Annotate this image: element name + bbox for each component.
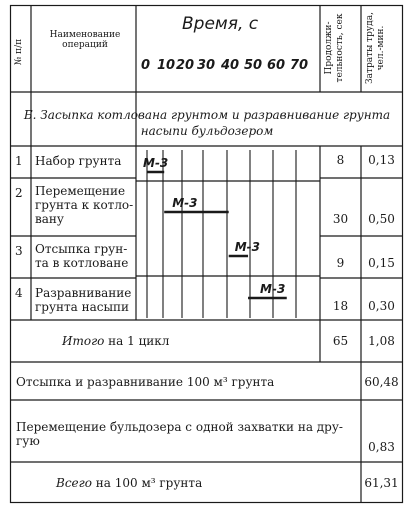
time-tick-label: 60 [267,58,286,73]
cycle-total-prefix: Итого [62,334,105,348]
gantt-bar-label: М-3 [234,240,260,254]
operation-number: 4 [15,286,23,300]
summary-total-prefix: Всего [56,476,92,490]
time-tick-label: 50 [244,58,263,73]
operation-duration: 9 [336,256,345,270]
cycle-total-duration: 65 [332,334,349,348]
gantt-bar-label: М-3 [260,282,286,296]
summary-total-suffix: на 100 м³ грунта [91,476,203,490]
operation-number: 1 [15,154,23,168]
summary-move-value: 0,83 [368,440,395,454]
summary-fill-value: 60,48 [364,375,399,389]
operation-name-line: Отсыпка грун- [35,242,128,256]
summary-fill-text: Отсыпка и разравнивание 100 м³ грунта [16,375,275,389]
operation-duration: 30 [332,212,349,226]
time-tick-label: 70 [290,58,309,73]
operation-name-line: грунта к котло- [35,198,134,212]
operation-duration: 18 [332,299,349,313]
operation-duration: 8 [336,153,345,167]
cycle-total-label [62,334,169,348]
operation-name-line: грунта насыпи [35,300,130,314]
operation-labor: 0,30 [368,299,395,313]
time-tick-label: 40 [221,58,240,73]
summary-move-text-line-1: Перемещение бульдозера с одной захватки на дру- [16,420,343,434]
operation-name-line: Разравнивание [35,286,132,300]
cycle-total-labor: 1,08 [368,334,395,348]
time-tick-label: 30 [197,58,216,73]
cycle-total-suffix: на 1 цикл [104,334,170,348]
summary-move-text-line-2: гую [16,434,40,448]
operation-name-line: Перемещение [35,184,126,198]
header-duration-column: Продолжи-тельность, сек [324,13,345,83]
operation-name-line: вану [35,212,64,226]
operation-name-line: та в котловане [35,256,129,270]
gantt-chart [143,150,296,318]
operation-labor: 0,13 [368,153,395,167]
operation-number: 3 [15,244,23,258]
time-tick-label: 0 [141,58,151,73]
gantt-bar-label: М-3 [143,156,169,170]
time-tick-label: 20 [176,58,195,73]
section-title-line-1: Б. Засыпка котлована грунтом и разравнивание грунта [23,108,391,122]
operation-labor: 0,50 [368,212,395,226]
section-title-line-2: насыпи бульдозером [140,124,274,138]
gantt-bar-label: М-3 [172,196,198,210]
operation-number: 2 [15,186,23,200]
header-labor-column: Затраты труда, чел.-мин. [365,12,386,84]
operation-labor: 0,15 [368,256,395,270]
header-number-column: № п/п [14,38,24,66]
header-operation-column: Наименование операций [49,30,121,50]
summary-total-label [56,476,202,490]
operation-name-line: Набор грунта [35,154,122,168]
summary-total-value: 61,31 [364,476,399,490]
header-time-title: Время, с [182,14,259,34]
time-tick-label: 10 [157,58,176,73]
